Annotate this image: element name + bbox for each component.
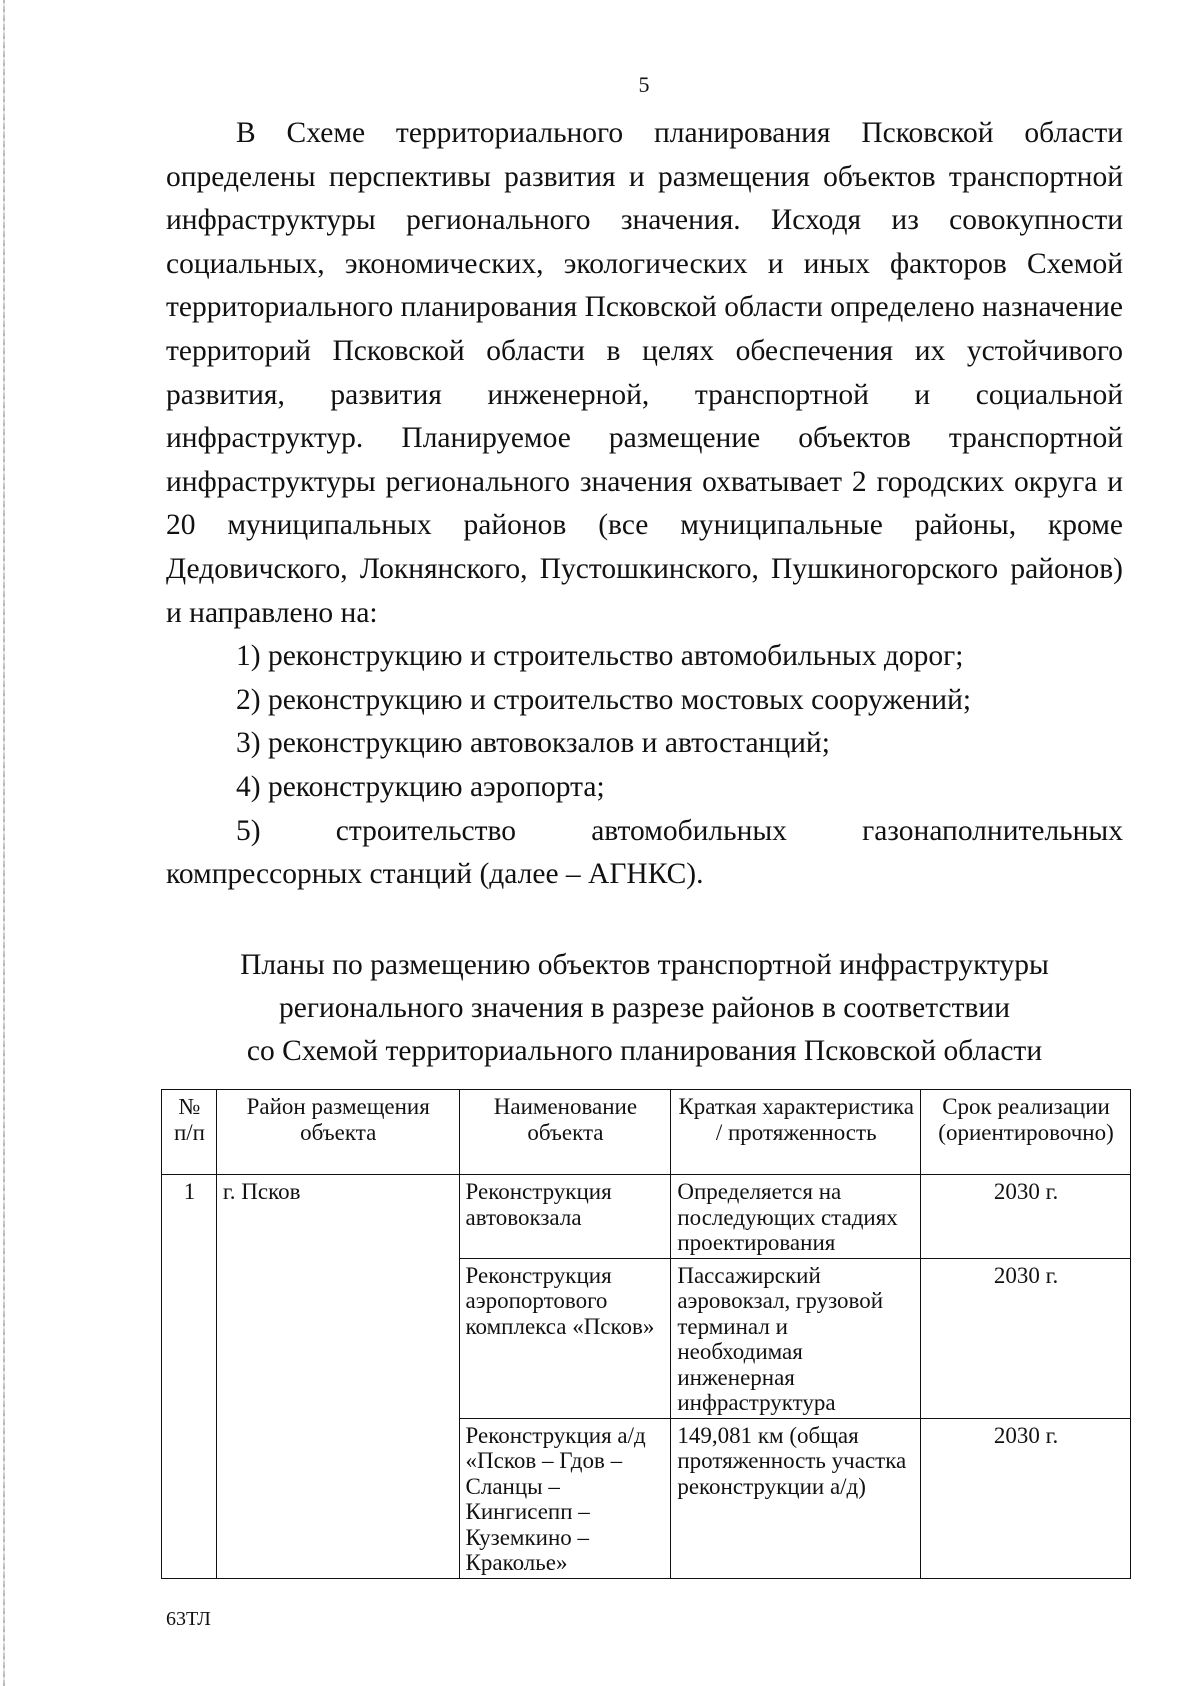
list-item: 4) реконструкцию аэропорта; (236, 770, 605, 803)
table-title (166, 944, 1123, 1073)
header-description: Краткая характеристика / протяженность (671, 1090, 921, 1175)
list-item: 5) строительство автомобильных газонаполнительных компрессорных станций (далее – АГНКС). (166, 814, 1123, 891)
header-object-name: Наименование объекта (459, 1090, 671, 1175)
table-title-line: со Схемой территориального планирования Псковской области (246, 1035, 1043, 1067)
header-term: Срок реализации (ориентировочно) (921, 1090, 1131, 1175)
row-description: 149,081 км (общая протяженность участка реконструкции а/д) (671, 1418, 921, 1578)
row-description: Пассажирский аэровокзал, грузовой терминал и необходимая инженерная инфраструктура (671, 1258, 921, 1418)
row-district: г. Псков (216, 1175, 459, 1579)
page-number: 5 (638, 72, 650, 97)
row-object-name: Реконструкция а/д «Псков – Гдов – Сланцы – Кингисепп – Куземкино – Краколье» (459, 1418, 671, 1578)
row-term: 2030 г. (921, 1175, 1131, 1259)
row-num: 1 (162, 1175, 217, 1579)
list-item: 3) реконструкцию автовокзалов и автостанций; (236, 727, 830, 760)
header-district: Район размещения объекта (216, 1090, 459, 1175)
intro-paragraph: В Схеме территориального планирования Псковской области определены перспективы развития и размещения объектов транспортной инфраструктуры регионального значения. Исходя из совокупности социальных, экономических, экологических и иных факторов Схемой территориального планирования Псковской области определено назначение территорий Псковской области в целях обеспечения их устойчивого развития, развития инженерной, транспортной и социальной инфраструктур. Планируемое размещение объектов транспортной инфраструктуры регионального значения охватывает 2 городских округа и 20 муниципальных районов (все муниципальные районы, кроме Дедовичского, Локнянского, Пустошкинского, Пушкиногорского районов) и направлено на: (166, 117, 1123, 629)
table-row (162, 1175, 1131, 1259)
plans-table (161, 1089, 1131, 1579)
body-text (166, 112, 1123, 897)
table-title-line: регионального значения в разрезе районов в соответствии (279, 992, 1010, 1024)
list-item: 2) реконструкцию и строительство мостовых сооружений; (236, 683, 972, 716)
scan-edge (3, 0, 5, 1686)
header-num: № п/п (162, 1090, 217, 1175)
row-description: Определяется на последующих стадиях проектирования (671, 1175, 921, 1259)
row-term: 2030 г. (921, 1258, 1131, 1418)
list-item: 1) реконструкцию и строительство автомобильных дорог; (236, 640, 964, 673)
table-header-row (162, 1090, 1131, 1175)
row-object-name: Реконструкция автовокзала (459, 1175, 671, 1259)
row-term: 2030 г. (921, 1418, 1131, 1578)
row-object-name: Реконструкция аэропортового комплекса «Псков» (459, 1258, 671, 1418)
footer-code: 63ТЛ (166, 1608, 211, 1630)
table-title-line: Планы по размещению объектов транспортной инфраструктуры (240, 949, 1049, 981)
